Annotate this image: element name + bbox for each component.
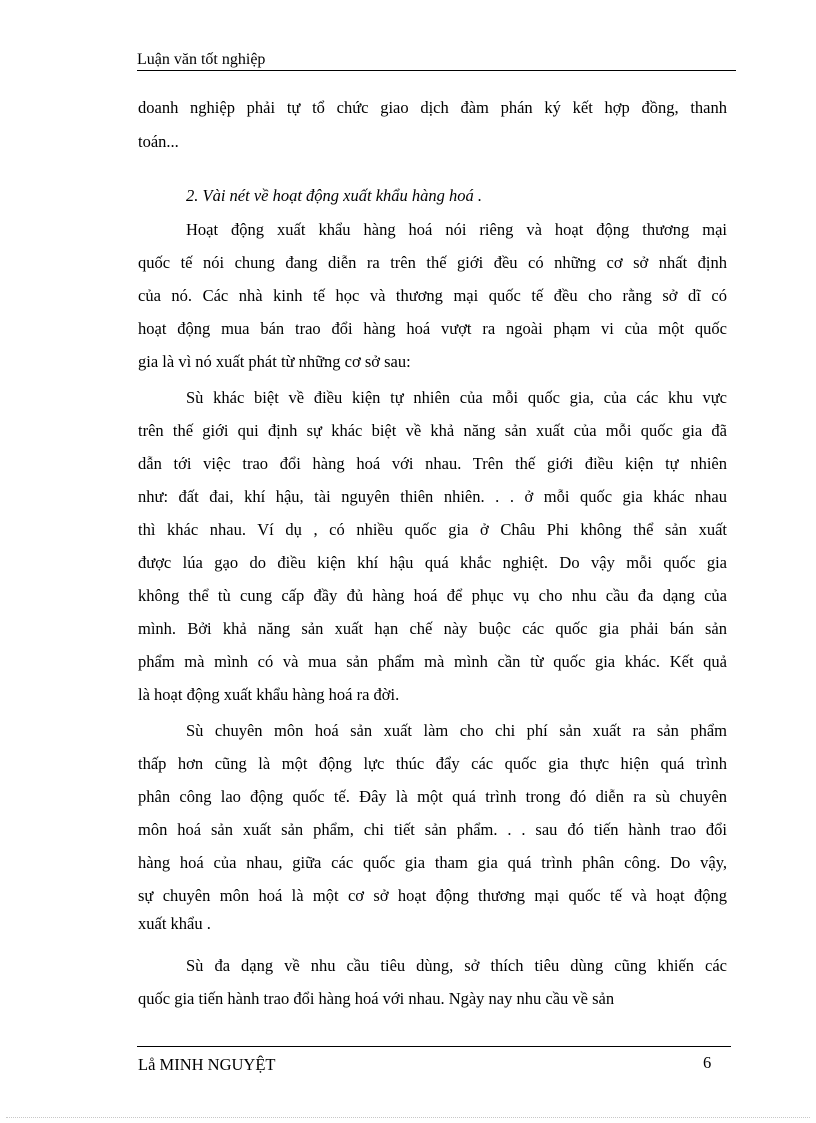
text-line: không thể tù cung cấp đầy đủ hàng hoá để phục vụ cho nhu cầu đa dạng của [138, 586, 727, 605]
text-line: môn hoá sản xuất sản phẩm, chi tiết sản phẩm. . . sau đó tiến hành trao đổi [138, 820, 727, 839]
footer-author: Lå MINH NGUYỆT [138, 1055, 276, 1074]
text-line: phẩm mà mình có và mua sản phẩm mà mình cần từ quốc gia khác. Kết quả [138, 652, 727, 671]
text-line: quốc tế nói chung đang diễn ra trên thế giới đều có những cơ sở nhất định [138, 253, 727, 272]
text-line: trên thế giới qui định sự khác biệt về khả năng sản xuất của mỗi quốc gia đã [138, 421, 727, 440]
text-line: hoạt động mua bán trao đổi hàng hoá vượt ra ngoài phạm vi của một quốc [138, 319, 727, 338]
text-line: là hoạt động xuất khẩu hàng hoá ra đời. [138, 685, 400, 704]
text-line: xuất khẩu . [138, 914, 211, 933]
page-edge-divider [6, 1117, 810, 1118]
text-line: doanh nghiệp phải tự tổ chức giao dịch đàm phán ký kết hợp đồng, thanh [138, 98, 727, 117]
header-title: Luận văn tốt nghiệp [137, 51, 266, 68]
text-line: hàng hoá của nhau, giữa các quốc gia tham gia quá trình phân công. Do vậy, [138, 853, 727, 872]
text-line: sự chuyên môn hoá là một cơ sở hoạt động thương mại quốc tế và hoạt động [138, 886, 727, 905]
text-line: mình. Bởi khả năng sản xuất hạn chế này buộc các quốc gia phải bán sản [138, 619, 727, 638]
text-line: được lúa gạo do điều kiện khí hậu quá khắc nghiệt. Do vậy mỗi quốc gia [138, 553, 727, 572]
text-line: dẫn tới việc trao đổi hàng hoá với nhau. Trên thế giới điều kiện tự nhiên [138, 454, 727, 473]
text-line: của nó. Các nhà kinh tế học và thương mại quốc tế đều cho rằng sở dĩ có [138, 286, 727, 305]
text-line: như: đất đai, khí hậu, tài nguyên thiên nhiên. . . ở mỗi quốc gia khác nhau [138, 487, 727, 506]
page-header [137, 50, 736, 71]
page-number: 6 [703, 1053, 712, 1072]
text-line: Hoạt động xuất khẩu hàng hoá nói riêng và hoạt động thương mại [186, 220, 727, 239]
text-line: thì khác nhau. Ví dụ , có nhiều quốc gia ở Châu Phi không thể sản xuất [138, 520, 727, 539]
text-line: quốc gia tiến hành trao đổi hàng hoá với nhau. Ngày nay nhu cầu về sản [138, 989, 615, 1008]
section-heading: 2. Vài nét về hoạt động xuất khẩu hàng hoá . [186, 186, 483, 205]
text-line: thấp hơn cũng là một động lực thúc đẩy các quốc gia thực hiện quá trình [138, 754, 727, 773]
text-line: Sù khác biệt về điều kiện tự nhiên của mỗi quốc gia, của các khu vực [186, 388, 727, 407]
text-line: phân công lao động quốc tế. Đây là một quá trình trong đó diễn ra sù chuyên [138, 787, 727, 806]
text-line: Sù chuyên môn hoá sản xuất làm cho chi phí sản xuất ra sản phẩm [186, 721, 727, 740]
text-line: gia là vì nó xuất phát từ những cơ sở sau: [138, 352, 411, 371]
text-line: Sù đa dạng về nhu cầu tiêu dùng, sở thích tiêu dùng cũng khiến các [186, 956, 727, 975]
text-line: toán... [138, 132, 179, 151]
footer-divider [137, 1046, 731, 1047]
